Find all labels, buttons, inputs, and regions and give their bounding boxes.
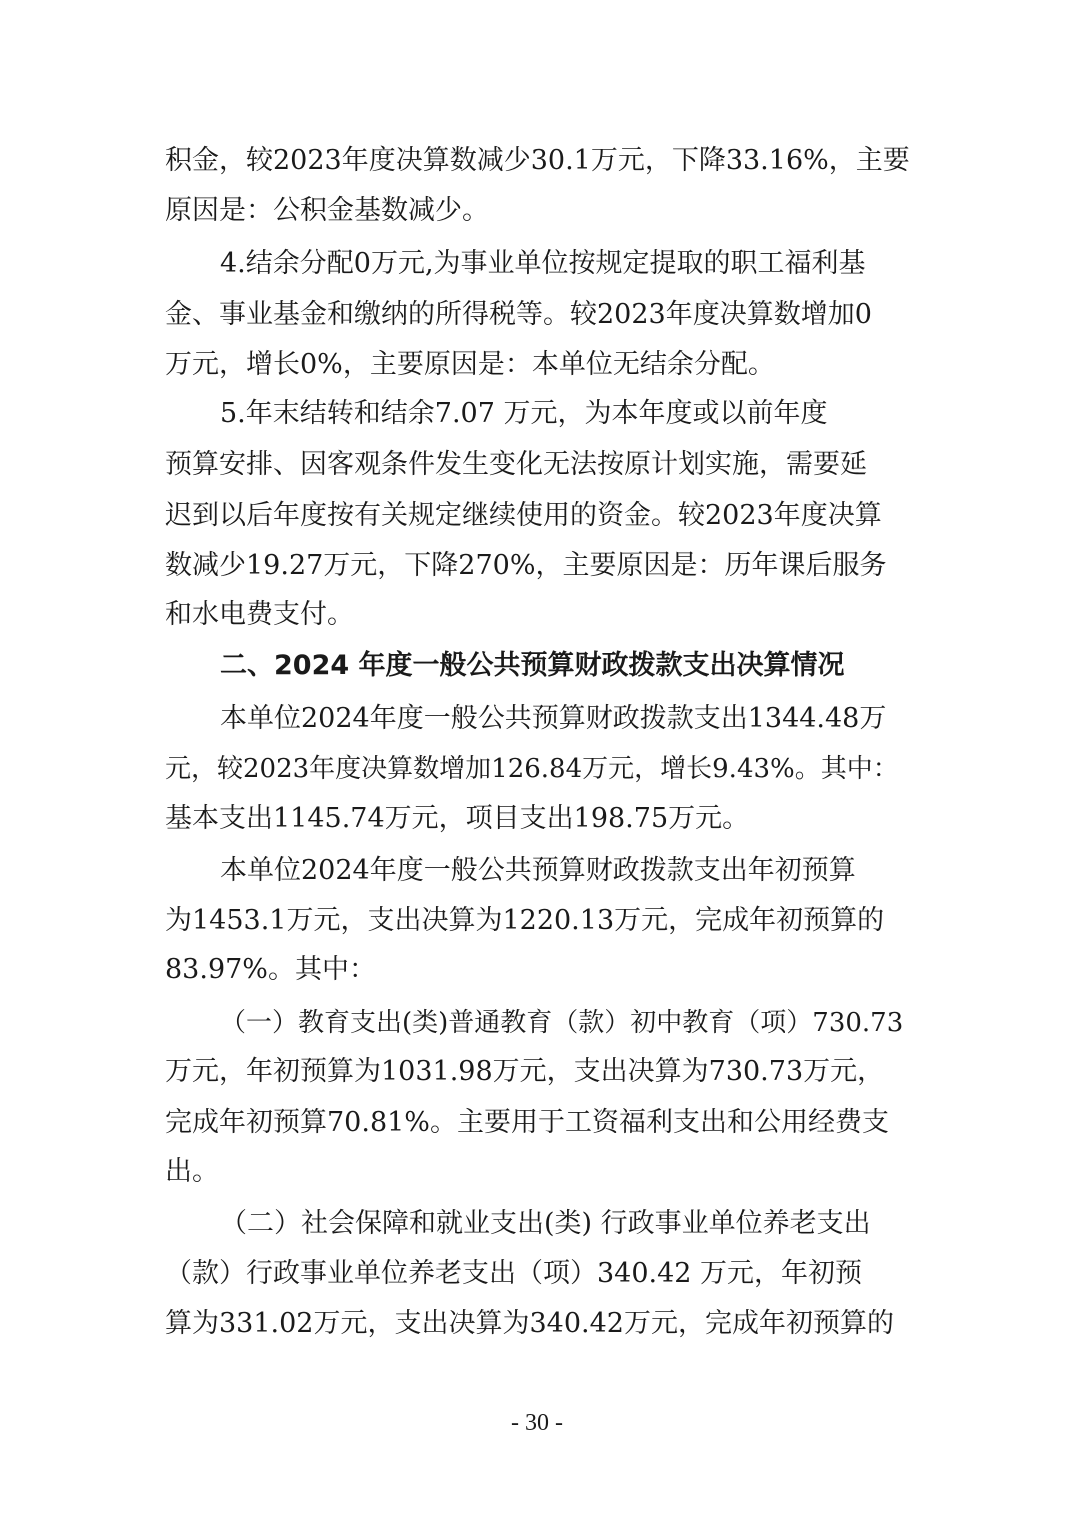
text-line: （二）社会保障和就业支出(类) 行政事业单位养老支出 xyxy=(220,1208,871,1239)
text-line: 和水电费支付。 xyxy=(165,599,354,630)
text-line: 5.年末结转和结余7.07 万元，为本年度或以前年度 xyxy=(220,398,828,429)
text-line: 数减少19.27万元，下降270%，主要原因是：历年课后服务 xyxy=(165,550,887,581)
text-line: 基本支出1145.74万元，项目支出198.75万元。 xyxy=(165,803,750,834)
text-line: （款）行政事业单位养老支出（项）340.42 万元，年初预 xyxy=(165,1258,863,1289)
text-line: 本单位2024年度一般公共预算财政拨款支出年初预算 xyxy=(220,855,856,886)
text-line: 完成年初预算70.81%。主要用于工资福利支出和公用经费支 xyxy=(165,1107,889,1138)
text-line: 4.结余分配0万元,为事业单位按规定提取的职工福利基 xyxy=(220,248,866,279)
text-line: 元，较2023年度决算数增加126.84万元，增长9.43%。其中： xyxy=(165,754,899,784)
text-line: 本单位2024年度一般公共预算财政拨款支出1344.48万 xyxy=(220,703,887,734)
text-line: 为1453.1万元，支出决算为1220.13万元，完成年初预算的 xyxy=(165,905,885,936)
section-heading: 二、2024 年度一般公共预算财政拨款支出决算情况 xyxy=(220,650,845,681)
text-line: 算为331.02万元，支出决算为340.42万元，完成年初预算的 xyxy=(165,1308,894,1339)
text-line: 万元，增长0%，主要原因是：本单位无结余分配。 xyxy=(165,349,775,380)
page-number: - 30 - xyxy=(511,1410,563,1436)
text-line: 积金，较2023年度决算数减少30.1万元，下降33.16%，主要 xyxy=(165,145,910,176)
text-line: 万元，年初预算为1031.98万元，支出决算为730.73万元， xyxy=(165,1056,885,1087)
text-line: 金、事业基金和缴纳的所得税等。较2023年度决算数增加0 xyxy=(165,299,872,330)
text-line: 预算安排、因客观条件发生变化无法按原计划实施，需要延 xyxy=(165,449,867,480)
text-line: 83.97%。其中： xyxy=(165,954,376,985)
text-line: 迟到以后年度按有关规定继续使用的资金。较2023年度决算 xyxy=(165,500,882,531)
text-line: 原因是：公积金基数减少。 xyxy=(165,195,489,226)
text-line: （一）教育支出(类)普通教育（款）初中教育（项）730.73 xyxy=(220,1008,904,1038)
text-line: 出。 xyxy=(165,1156,219,1187)
